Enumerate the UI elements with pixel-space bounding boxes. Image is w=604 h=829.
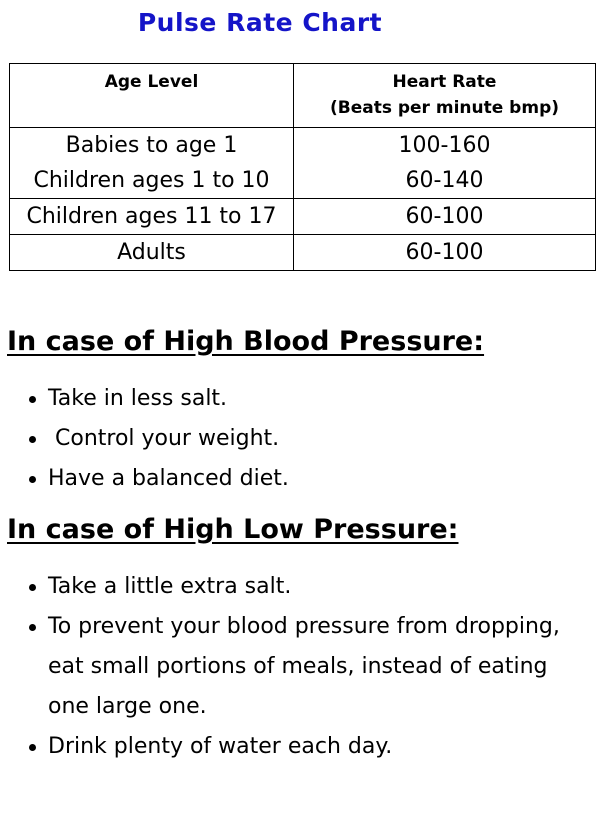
table-row xyxy=(10,128,596,199)
rate-cell xyxy=(294,128,596,199)
high-bp-heading: In case of High Blood Pressure: xyxy=(7,326,485,357)
list-item: Control your weight. xyxy=(48,419,578,459)
high-bp-list xyxy=(0,379,578,499)
table-header-row xyxy=(10,64,596,128)
list-item: Take a little extra salt. xyxy=(48,567,578,607)
table-row xyxy=(10,199,596,235)
age-cell: Children ages 11 to 17 xyxy=(10,199,294,235)
rate-babies: 100-160 xyxy=(398,133,491,158)
header-heart-rate-unit: (Beats per minute bmp) xyxy=(329,98,560,118)
page-title: Pulse Rate Chart xyxy=(137,8,383,37)
rate-cell: 60-100 xyxy=(294,235,596,271)
header-heart-rate xyxy=(294,64,596,128)
age-cell: Adults xyxy=(10,235,294,271)
list-item: Drink plenty of water each day. xyxy=(48,727,578,767)
age-babies: Babies to age 1 xyxy=(65,133,238,158)
list-item: Take in less salt. xyxy=(48,379,578,419)
rate-cell: 60-100 xyxy=(294,199,596,235)
header-heart-rate-label: Heart Rate xyxy=(392,72,497,92)
list-item: Have a balanced diet. xyxy=(48,459,578,499)
header-age-level-label: Age Level xyxy=(104,72,199,92)
header-age-level xyxy=(10,64,294,128)
table-row xyxy=(10,235,596,271)
age-children-1-10: Children ages 1 to 10 xyxy=(33,168,270,193)
pulse-rate-table xyxy=(9,63,596,271)
low-bp-list xyxy=(0,567,578,767)
age-cell xyxy=(10,128,294,199)
low-bp-heading: In case of High Low Pressure: xyxy=(7,514,459,545)
rate-children-1-10: 60-140 xyxy=(405,168,484,193)
list-item: To prevent your blood pressure from dropping, eat small portions of meals, instead of eating one large one. xyxy=(48,607,578,727)
